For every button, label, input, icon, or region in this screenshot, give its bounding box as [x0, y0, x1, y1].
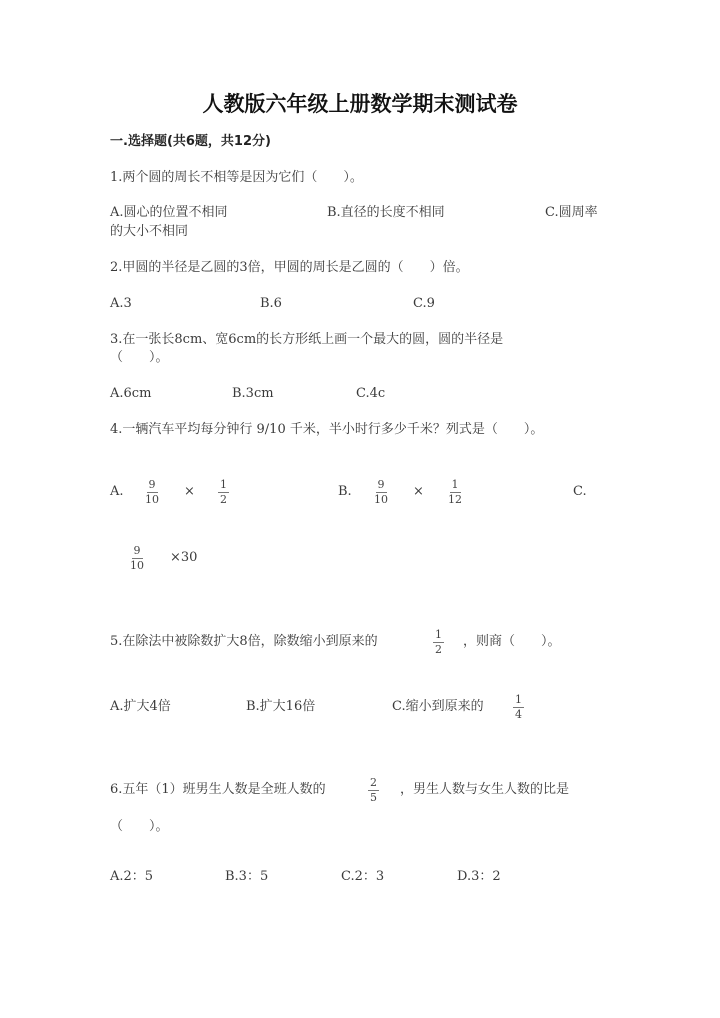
fraction [145, 479, 159, 506]
fraction [374, 479, 388, 506]
question-5-option-c: C.缩小到原来的 [392, 699, 484, 714]
question-1-option-b: B.直径的长度不相同 [327, 205, 445, 220]
question-2-stem: 2.甲圆的半径是乙圆的3倍，甲圆的周长是乙圆的（ ）倍。 [110, 260, 469, 275]
section-heading: 一.选择题(共6题，共12分) [110, 134, 271, 149]
numerator: 1 [515, 693, 522, 706]
numerator: 9 [148, 478, 156, 491]
fraction [448, 479, 462, 506]
denominator: 10 [130, 559, 144, 572]
numerator: 1 [451, 478, 459, 491]
question-4-stem: 4.一辆汽车平均每分钟行 9/10 千米，半小时行多少千米？列式是（ ）。 [110, 422, 544, 437]
denominator: 2 [435, 643, 442, 656]
numerator: 2 [370, 776, 377, 789]
question-4-option-b: B. [338, 484, 352, 499]
numerator: 9 [133, 544, 141, 557]
question-6-option-b: B.3：5 [225, 869, 269, 884]
denominator: 12 [448, 493, 462, 506]
fraction [218, 479, 229, 506]
denominator: 10 [145, 493, 159, 506]
question-1-stem: 1.两个圆的周长不相等是因为它们（ ）。 [110, 170, 363, 185]
question-4-option-a: A. [110, 484, 124, 499]
question-5-option-b: B.扩大16倍 [246, 699, 316, 714]
question-2-option-a: A.3 [110, 296, 132, 311]
question-6-option-a: A.2：5 [110, 869, 154, 884]
question-1-option-c: C.圆周率 [545, 205, 598, 220]
denominator: 2 [220, 493, 227, 506]
question-2-option-b: B.6 [260, 296, 282, 311]
question-3-stem: 3.在一张长8cm、宽6cm的长方形纸上画一个最大的圆，圆的半径是 [110, 332, 504, 347]
question-3-stem-cont: （ ）。 [110, 350, 169, 365]
question-2-option-c: C.9 [413, 296, 435, 311]
times-sign: × [184, 484, 195, 499]
fraction [433, 629, 444, 656]
numerator: 9 [377, 478, 385, 491]
denominator: 4 [515, 708, 522, 721]
question-6-stem-end: ，男生人数与女生人数的比是 [400, 782, 570, 797]
question-3-option-b: B.3cm [232, 386, 274, 401]
question-6-stem: 6.五年（1）班男生人数是全班人数的 [110, 782, 326, 797]
question-3-option-c: C.4c [356, 386, 386, 401]
denominator: 5 [370, 791, 377, 804]
denominator: 10 [374, 493, 388, 506]
question-3-option-a: A.6cm [110, 386, 152, 401]
times-30: ×30 [170, 550, 198, 565]
question-5-stem: 5.在除法中被除数扩大8倍，除数缩小到原来的 [110, 634, 378, 649]
question-6-option-c: C.2：3 [341, 869, 385, 884]
times-sign: × [413, 484, 424, 499]
fraction [368, 777, 379, 804]
question-6-option-d: D.3：2 [457, 869, 501, 884]
numerator: 1 [220, 478, 227, 491]
fraction [130, 545, 144, 572]
question-5-stem-end: ，则商（ ）。 [463, 634, 561, 649]
numerator: 1 [435, 628, 442, 641]
page-title: 人教版六年级上册数学期末测试卷 [202, 92, 518, 116]
fraction [513, 694, 524, 721]
question-6-stem-cont: （ ）。 [110, 819, 169, 834]
question-5-option-a: A.扩大4倍 [110, 699, 171, 714]
question-1-option-a: A.圆心的位置不相同 [110, 205, 228, 220]
question-4-option-c: C. [573, 484, 587, 499]
question-1-option-c-cont: 的大小不相同 [110, 224, 189, 239]
